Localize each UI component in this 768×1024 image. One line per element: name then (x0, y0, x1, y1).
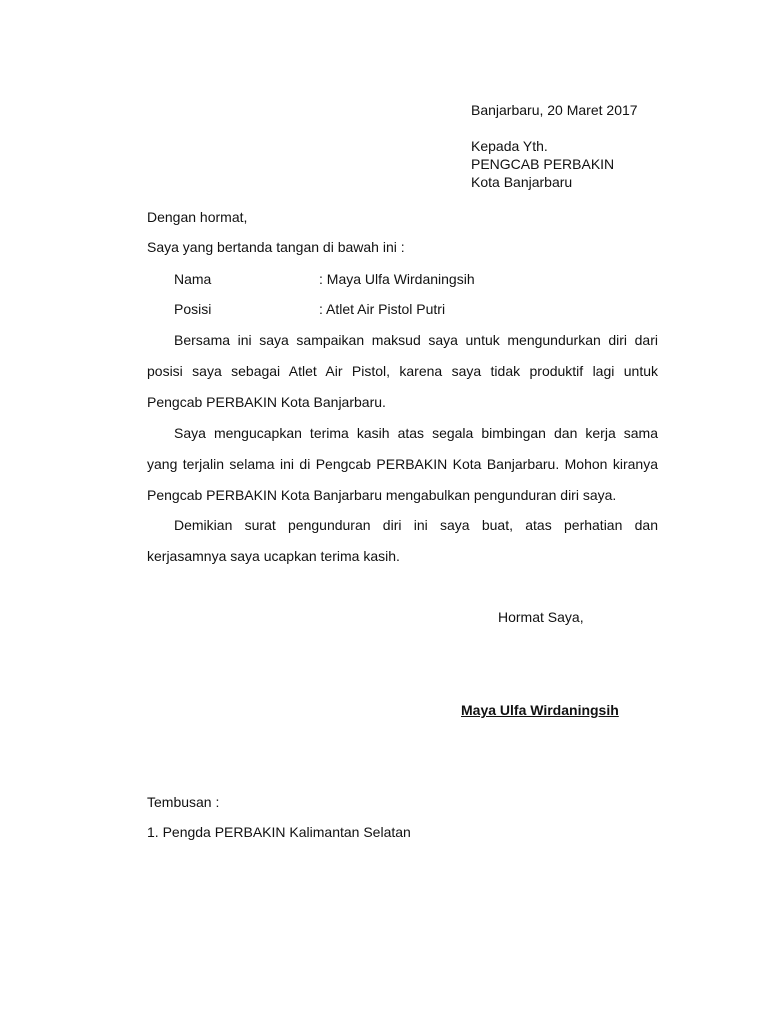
place-date: Banjarbaru, 20 Maret 2017 (471, 102, 638, 118)
greeting: Dengan hormat, (147, 209, 248, 225)
paragraph-1-line-2: posisi saya sebagai Atlet Air Pistol, karena saya tidak produktif lagi untuk (147, 363, 658, 379)
paragraph-2-line-3: Pengcab PERBAKIN Kota Banjarbaru mengabulkan pengunduran diri saya. (147, 487, 617, 503)
field-value: : Maya Ulfa Wirdaningsih (319, 271, 475, 287)
paragraph-1-line-1: Bersama ini saya sampaikan maksud saya untuk mengundurkan diri dari (174, 332, 658, 348)
recipient-line-2: PENGCAB PERBAKIN (471, 156, 615, 172)
intro-text: Saya yang bertanda tangan di bawah ini : (147, 239, 405, 255)
paragraph-2-line-2: yang terjalin selama ini di Pengcab PERBAKIN Kota Banjarbaru. Mohon kiranya (147, 456, 658, 472)
paragraph-2-line-1: Saya mengucapkan terima kasih atas segala bimbingan dan kerja sama (174, 425, 658, 441)
recipient-line-3: Kota Banjarbaru (471, 174, 573, 190)
field-value: : Atlet Air Pistol Putri (319, 301, 446, 317)
paragraph-3-line-1: Demikian surat pengunduran diri ini saya buat, atas perhatian dan (174, 517, 658, 533)
field-label: Nama (174, 271, 212, 287)
paragraph-1-line-3: Pengcab PERBAKIN Kota Banjarbaru. (147, 394, 386, 410)
cc-title: Tembusan : (147, 794, 220, 810)
signer-name: Maya Ulfa Wirdaningsih (461, 702, 619, 718)
paragraph-3-line-2: kerjasamnya saya ucapkan terima kasih. (147, 548, 400, 564)
recipient-line-1: Kepada Yth. (471, 138, 548, 154)
field-label: Posisi (174, 301, 212, 317)
closing-salutation: Hormat Saya, (498, 609, 584, 625)
cc-item: 1. Pengda PERBAKIN Kalimantan Selatan (147, 824, 411, 840)
